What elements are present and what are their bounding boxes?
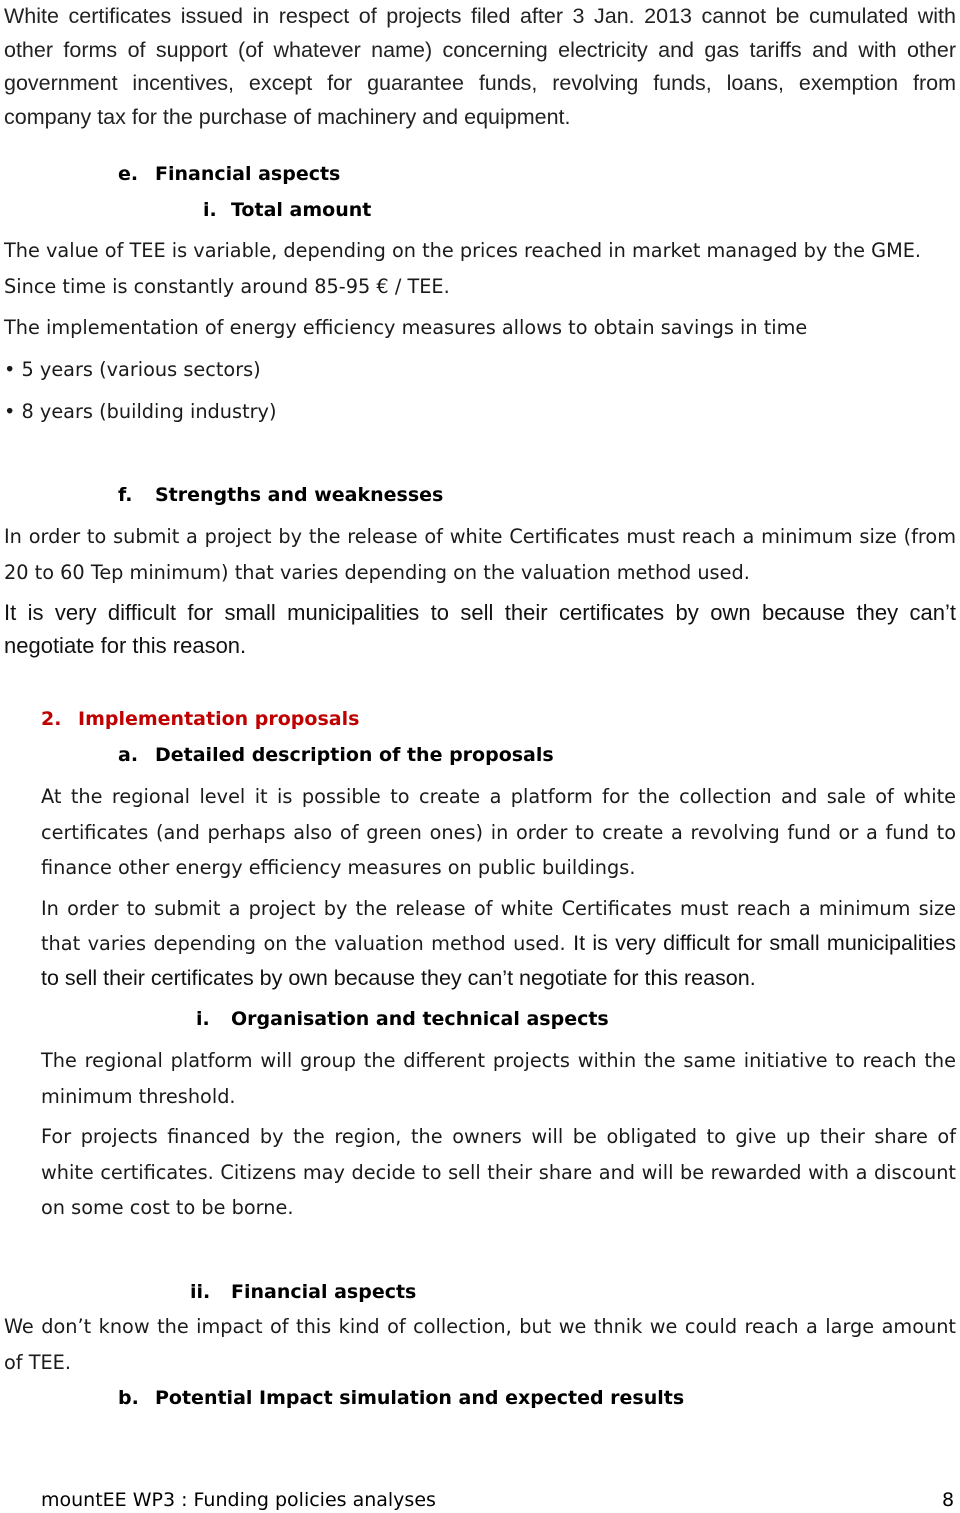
bullet-icon: • <box>4 358 22 381</box>
bullet-icon: • <box>4 400 22 423</box>
section-e-paragraph-2: The implementation of energy efficiency measures allows to obtain savings in time <box>4 316 808 339</box>
section-2a-ii-title: Financial aspects <box>231 1281 417 1303</box>
section-f-paragraph-1: In order to submit a project by the release of white Certificates must reach a minimum size (from 20 to 60 Tep minimum) that varies depending on the valuation method used. <box>4 525 956 584</box>
section-2a-ii-heading <box>190 1280 416 1304</box>
section-f-marker: f. <box>118 484 133 506</box>
section-f-title: Strengths and weaknesses <box>155 484 444 506</box>
section-e-i-marker: i. <box>203 199 217 221</box>
section-e-heading <box>118 162 340 186</box>
intro-paragraph: White certificates issued in respect of projects filed after 3 Jan. 2013 cannot be cumulated with other forms of support (of whatever name) concerning electricity and gas tariffs and with other government incentives, except for guarantee funds, revolving funds, loans, exemption from company tax for the purchase of machinery and equipment. <box>4 4 956 129</box>
section-e-i-heading <box>203 198 371 222</box>
section-f-paragraph-2: It is very difficult for small municipalities to sell their certificates by own because they can’t negotiate for this reason. <box>4 600 956 658</box>
section-2a-paragraph-2-start: In order to submit a project by the release of white Certificates must reach a minimum size that varies depending on the valuation method used. <box>41 897 956 955</box>
section-2a-i-title: Organisation and technical aspects <box>231 1008 609 1030</box>
section-2a-paragraph-2 <box>41 891 956 996</box>
section-2b-title: Potential Impact simulation and expected results <box>155 1387 685 1409</box>
bullet-text: 8 years (building industry) <box>21 400 277 423</box>
page-number: 8 <box>942 1489 955 1511</box>
section-2a-ii-paragraph-1: We don’t know the impact of this kind of collection, but we thnik we could reach a large amount of TEE. <box>4 1315 956 1374</box>
section-e-marker: e. <box>118 163 139 185</box>
section-2-heading <box>41 707 359 731</box>
section-2-marker: 2. <box>41 708 62 730</box>
section-2a-marker: a. <box>118 744 139 766</box>
section-2a-i-paragraph-1: The regional platform will group the different projects within the same initiative to reach the minimum threshold. <box>41 1049 956 1108</box>
section-e-title: Financial aspects <box>155 163 341 185</box>
section-e-paragraph-1: The value of TEE is variable, depending on the prices reached in market managed by the GME. Since time is constantly around 85-95 € / TEE. <box>4 239 922 298</box>
section-2b-marker: b. <box>118 1387 139 1409</box>
section-2b-heading <box>118 1386 684 1410</box>
bullet-text: 5 years (various sectors) <box>21 358 261 381</box>
section-2-title: Implementation proposals <box>78 708 360 730</box>
section-2a-i-heading <box>196 1007 609 1031</box>
section-2a-title: Detailed description of the proposals <box>155 744 554 766</box>
section-2a-ii-marker: ii. <box>190 1281 211 1303</box>
section-2a-i-marker: i. <box>196 1008 210 1030</box>
section-2a-paragraph-2-end: It is very difficult for small municipalities to sell their certificates by own because they can’t negotiate for this reason. <box>41 931 956 990</box>
bullet-item-2 <box>4 394 276 430</box>
section-e-i-title: Total amount <box>231 199 372 221</box>
section-2a-paragraph-1: At the regional level it is possible to create a platform for the collection and sale of white certificates (and perhaps also of green ones) in order to create a revolving fund or a fund to finance other energy efficiency measures on public buildings. <box>41 785 956 879</box>
bullet-item-1 <box>4 352 261 388</box>
section-f-heading <box>118 483 443 507</box>
section-2a-heading <box>118 743 554 767</box>
section-2a-i-paragraph-2: For projects financed by the region, the owners will be obligated to give up their share of white certificates. Citizens may decide to sell their share and will be rewarded with a discount on some cost to be borne. <box>41 1125 956 1219</box>
footer-title: mountEE WP3 : Funding policies analyses <box>41 1489 436 1511</box>
